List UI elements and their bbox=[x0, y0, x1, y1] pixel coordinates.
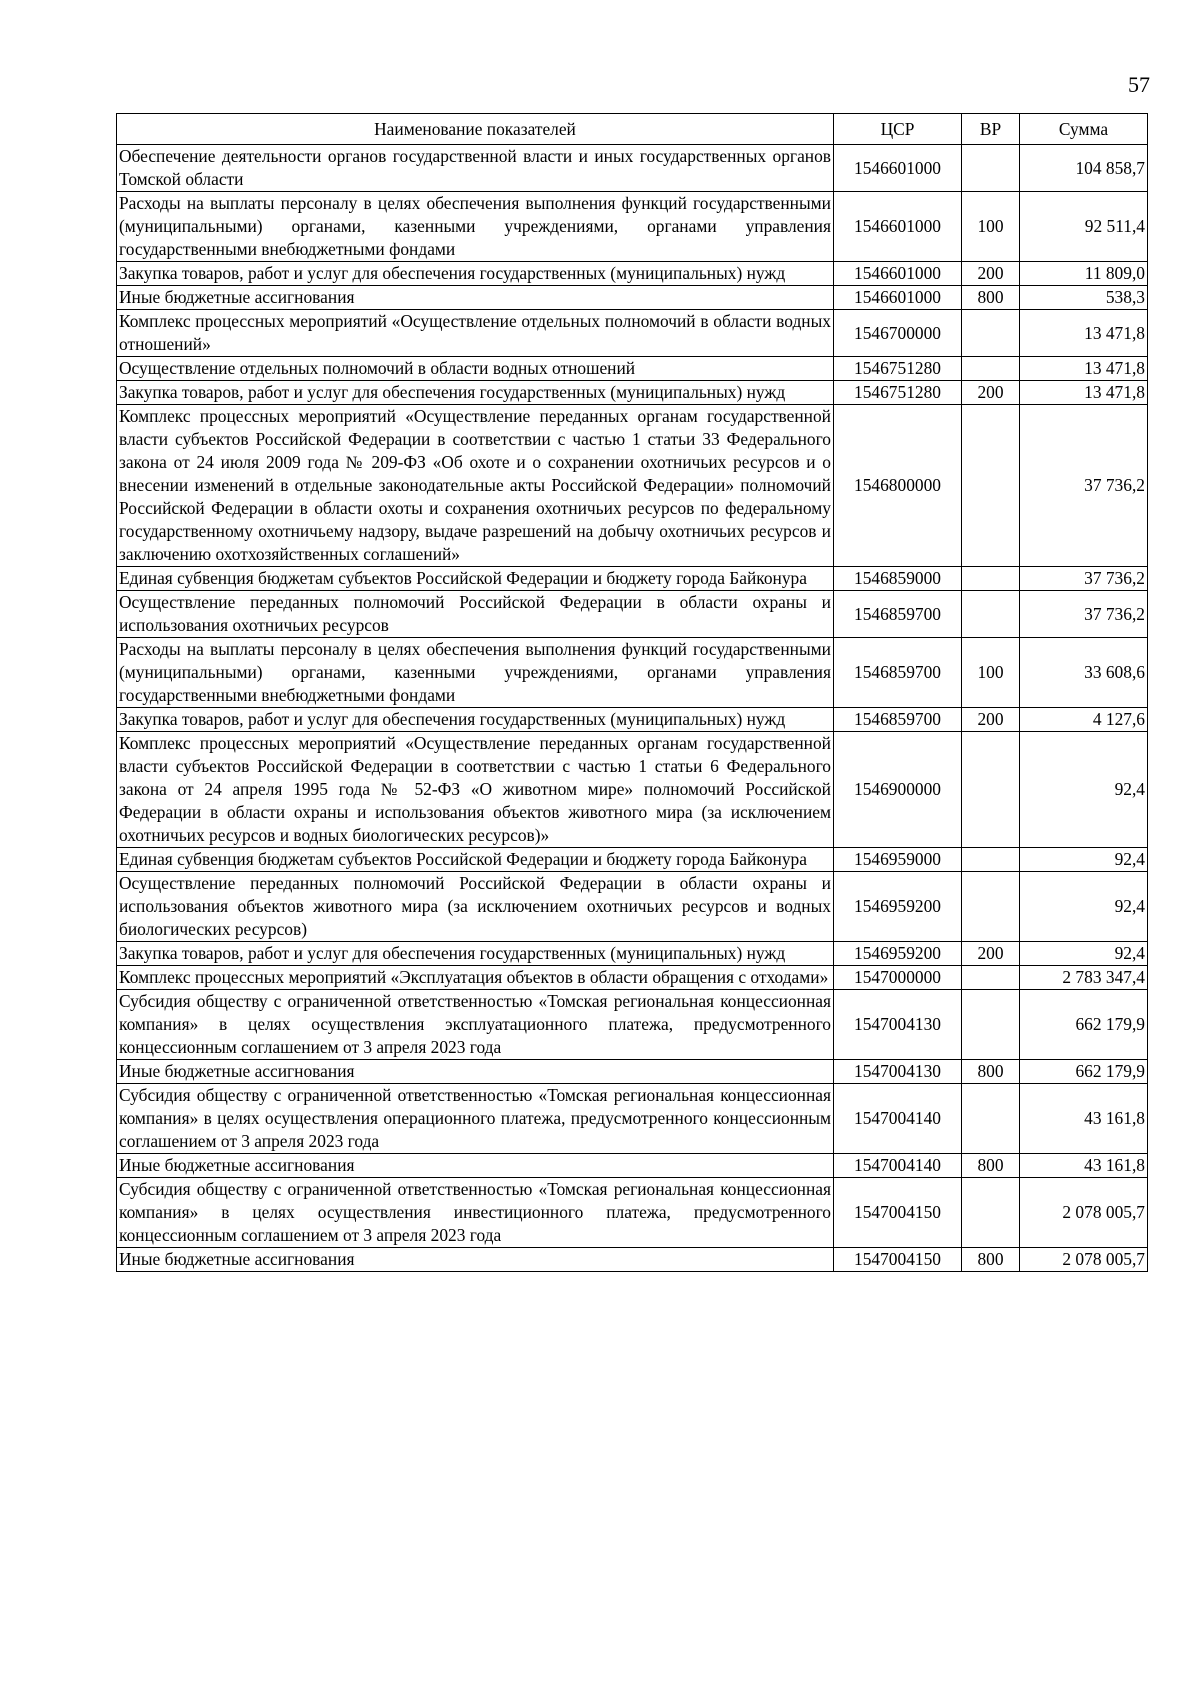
row-vr-cell bbox=[962, 405, 1020, 567]
row-csr-cell: 1546859700 bbox=[834, 591, 962, 638]
row-sum-cell: 11 809,0 bbox=[1020, 262, 1148, 286]
table-row bbox=[117, 966, 1148, 990]
row-vr-cell bbox=[962, 966, 1020, 990]
row-name-cell: Иные бюджетные ассигнования bbox=[117, 1060, 834, 1084]
table-row bbox=[117, 942, 1148, 966]
row-sum-cell: 104 858,7 bbox=[1020, 145, 1148, 192]
row-csr-cell: 1546959200 bbox=[834, 942, 962, 966]
row-sum-cell: 33 608,6 bbox=[1020, 638, 1148, 708]
table-row bbox=[117, 1060, 1148, 1084]
row-csr-cell: 1547004140 bbox=[834, 1154, 962, 1178]
row-csr-cell: 1546700000 bbox=[834, 310, 962, 357]
row-vr-cell bbox=[962, 732, 1020, 848]
row-sum-cell: 662 179,9 bbox=[1020, 990, 1148, 1060]
row-vr-cell bbox=[962, 591, 1020, 638]
row-name-cell: Обеспечение деятельности органов государственной власти и иных государственных органов Томской области bbox=[117, 145, 834, 192]
row-name-cell: Иные бюджетные ассигнования bbox=[117, 1154, 834, 1178]
table-row bbox=[117, 286, 1148, 310]
row-sum-cell: 2 783 347,4 bbox=[1020, 966, 1148, 990]
row-sum-cell: 43 161,8 bbox=[1020, 1154, 1148, 1178]
row-vr-cell: 100 bbox=[962, 638, 1020, 708]
row-name-cell: Комплекс процессных мероприятий «Осуществление отдельных полномочий в области водных отношений» bbox=[117, 310, 834, 357]
row-vr-cell: 200 bbox=[962, 708, 1020, 732]
row-csr-cell: 1547004140 bbox=[834, 1084, 962, 1154]
row-name-cell: Единая субвенция бюджетам субъектов Российской Федерации и бюджету города Байконура bbox=[117, 848, 834, 872]
row-vr-cell: 200 bbox=[962, 381, 1020, 405]
row-vr-cell: 800 bbox=[962, 286, 1020, 310]
table-row bbox=[117, 381, 1148, 405]
row-name-cell: Субсидия обществу с ограниченной ответственностью «Томская региональная концессионная компания» в целях осуществления инвестиционного платежа, предусмотренного концессионным соглашением от 3 апреля 2023 года bbox=[117, 1178, 834, 1248]
row-name-cell: Субсидия обществу с ограниченной ответственностью «Томская региональная концессионная компания» в целях осуществления операционного платежа, предусмотренного концессионным соглашением от 3 апреля 2023 года bbox=[117, 1084, 834, 1154]
table-row bbox=[117, 1084, 1148, 1154]
row-vr-cell bbox=[962, 1178, 1020, 1248]
table-row bbox=[117, 405, 1148, 567]
row-sum-cell: 13 471,8 bbox=[1020, 310, 1148, 357]
row-vr-cell: 800 bbox=[962, 1060, 1020, 1084]
row-name-cell: Расходы на выплаты персоналу в целях обеспечения выполнения функций государственными (муниципальными) органами, казенными учреждениями, органами управления государственными внебюджетными фондами bbox=[117, 192, 834, 262]
row-csr-cell: 1546751280 bbox=[834, 357, 962, 381]
row-sum-cell: 2 078 005,7 bbox=[1020, 1178, 1148, 1248]
row-csr-cell: 1547004150 bbox=[834, 1248, 962, 1272]
row-vr-cell bbox=[962, 357, 1020, 381]
row-name-cell: Закупка товаров, работ и услуг для обеспечения государственных (муниципальных) нужд bbox=[117, 708, 834, 732]
page-number: 57 bbox=[1128, 72, 1150, 97]
table-row bbox=[117, 145, 1148, 192]
row-sum-cell: 662 179,9 bbox=[1020, 1060, 1148, 1084]
table-row bbox=[117, 872, 1148, 942]
row-sum-cell: 92 511,4 bbox=[1020, 192, 1148, 262]
row-sum-cell: 37 736,2 bbox=[1020, 405, 1148, 567]
row-name-cell: Комплекс процессных мероприятий «Эксплуатация объектов в области обращения с отходами» bbox=[117, 966, 834, 990]
header-vr: ВР bbox=[962, 114, 1020, 145]
row-vr-cell bbox=[962, 310, 1020, 357]
table-row bbox=[117, 262, 1148, 286]
row-sum-cell: 13 471,8 bbox=[1020, 381, 1148, 405]
table-row bbox=[117, 1178, 1148, 1248]
row-sum-cell: 92,4 bbox=[1020, 848, 1148, 872]
row-vr-cell bbox=[962, 990, 1020, 1060]
header-csr: ЦСР bbox=[834, 114, 962, 145]
row-csr-cell: 1547004130 bbox=[834, 1060, 962, 1084]
row-vr-cell: 200 bbox=[962, 262, 1020, 286]
table-row bbox=[117, 708, 1148, 732]
table-row bbox=[117, 192, 1148, 262]
table-row bbox=[117, 357, 1148, 381]
row-name-cell: Закупка товаров, работ и услуг для обеспечения государственных (муниципальных) нужд bbox=[117, 262, 834, 286]
row-csr-cell: 1547004150 bbox=[834, 1178, 962, 1248]
row-csr-cell: 1546959000 bbox=[834, 848, 962, 872]
row-sum-cell: 13 471,8 bbox=[1020, 357, 1148, 381]
row-sum-cell: 4 127,6 bbox=[1020, 708, 1148, 732]
row-name-cell: Комплекс процессных мероприятий «Осуществление переданных органам государственной власти субъектов Российской Федерации в соответствии с частью 1 статьи 6 Федерального закона от 24 апреля 1995 года № 52-ФЗ «О животном мире» полномочий Российской Федерации в области охраны и использования объектов животного мира (за исключением охотничьих ресурсов и водных биологических ресурсов)» bbox=[117, 732, 834, 848]
row-csr-cell: 1546800000 bbox=[834, 405, 962, 567]
row-csr-cell: 1546601000 bbox=[834, 145, 962, 192]
row-vr-cell: 800 bbox=[962, 1154, 1020, 1178]
row-sum-cell: 92,4 bbox=[1020, 732, 1148, 848]
table-header-row bbox=[117, 114, 1148, 145]
row-name-cell: Закупка товаров, работ и услуг для обеспечения государственных (муниципальных) нужд bbox=[117, 381, 834, 405]
row-name-cell: Осуществление переданных полномочий Российской Федерации в области охраны и использования объектов животного мира (за исключением охотничьих ресурсов и водных биологических ресурсов) bbox=[117, 872, 834, 942]
row-name-cell: Субсидия обществу с ограниченной ответственностью «Томская региональная концессионная компания» в целях осуществления эксплуатационного платежа, предусмотренного концессионным соглашением от 3 апреля 2023 года bbox=[117, 990, 834, 1060]
row-name-cell: Единая субвенция бюджетам субъектов Российской Федерации и бюджету города Байконура bbox=[117, 567, 834, 591]
table-row bbox=[117, 732, 1148, 848]
row-sum-cell: 2 078 005,7 bbox=[1020, 1248, 1148, 1272]
row-name-cell: Комплекс процессных мероприятий «Осуществление переданных органам государственной власти субъектов Российской Федерации в соответствии с частью 1 статьи 33 Федерального закона от 24 июля 2009 года № 209-ФЗ «Об охоте и о сохранении охотничьих ресурсов и о внесении изменений в отдельные законодательные акты Российской Федерации» полномочий Российской Федерации в области охоты и сохранения охотничьих ресурсов по федеральному государственному охотничьему надзору, выдаче разрешений на добычу охотничьих ресурсов и заключению охотхозяйственных соглашений» bbox=[117, 405, 834, 567]
table-row bbox=[117, 1248, 1148, 1272]
table-body bbox=[117, 145, 1148, 1272]
row-vr-cell bbox=[962, 1084, 1020, 1154]
row-sum-cell: 92,4 bbox=[1020, 872, 1148, 942]
table-row bbox=[117, 591, 1148, 638]
row-csr-cell: 1546859000 bbox=[834, 567, 962, 591]
row-csr-cell: 1546859700 bbox=[834, 708, 962, 732]
row-csr-cell: 1547000000 bbox=[834, 966, 962, 990]
row-csr-cell: 1546601000 bbox=[834, 262, 962, 286]
row-vr-cell: 100 bbox=[962, 192, 1020, 262]
row-sum-cell: 37 736,2 bbox=[1020, 591, 1148, 638]
table-row bbox=[117, 638, 1148, 708]
row-csr-cell: 1546601000 bbox=[834, 192, 962, 262]
table-row bbox=[117, 567, 1148, 591]
table-row bbox=[117, 848, 1148, 872]
row-sum-cell: 37 736,2 bbox=[1020, 567, 1148, 591]
budget-table bbox=[116, 113, 1148, 1272]
row-name-cell: Расходы на выплаты персоналу в целях обеспечения выполнения функций государственными (муниципальными) органами, казенными учреждениями, органами управления государственными внебюджетными фондами bbox=[117, 638, 834, 708]
row-sum-cell: 92,4 bbox=[1020, 942, 1148, 966]
row-name-cell: Осуществление отдельных полномочий в области водных отношений bbox=[117, 357, 834, 381]
row-name-cell: Закупка товаров, работ и услуг для обеспечения государственных (муниципальных) нужд bbox=[117, 942, 834, 966]
table-row bbox=[117, 990, 1148, 1060]
row-vr-cell bbox=[962, 145, 1020, 192]
table-row bbox=[117, 1154, 1148, 1178]
row-csr-cell: 1546959200 bbox=[834, 872, 962, 942]
row-sum-cell: 538,3 bbox=[1020, 286, 1148, 310]
row-name-cell: Иные бюджетные ассигнования bbox=[117, 286, 834, 310]
row-name-cell: Осуществление переданных полномочий Российской Федерации в области охраны и использования охотничьих ресурсов bbox=[117, 591, 834, 638]
row-csr-cell: 1547004130 bbox=[834, 990, 962, 1060]
row-vr-cell: 200 bbox=[962, 942, 1020, 966]
row-csr-cell: 1546751280 bbox=[834, 381, 962, 405]
row-sum-cell: 43 161,8 bbox=[1020, 1084, 1148, 1154]
row-csr-cell: 1546900000 bbox=[834, 732, 962, 848]
row-name-cell: Иные бюджетные ассигнования bbox=[117, 1248, 834, 1272]
row-vr-cell: 800 bbox=[962, 1248, 1020, 1272]
table-row bbox=[117, 310, 1148, 357]
header-name: Наименование показателей bbox=[117, 114, 834, 145]
row-csr-cell: 1546601000 bbox=[834, 286, 962, 310]
header-sum: Сумма bbox=[1020, 114, 1148, 145]
row-csr-cell: 1546859700 bbox=[834, 638, 962, 708]
row-vr-cell bbox=[962, 567, 1020, 591]
row-vr-cell bbox=[962, 872, 1020, 942]
row-vr-cell bbox=[962, 848, 1020, 872]
